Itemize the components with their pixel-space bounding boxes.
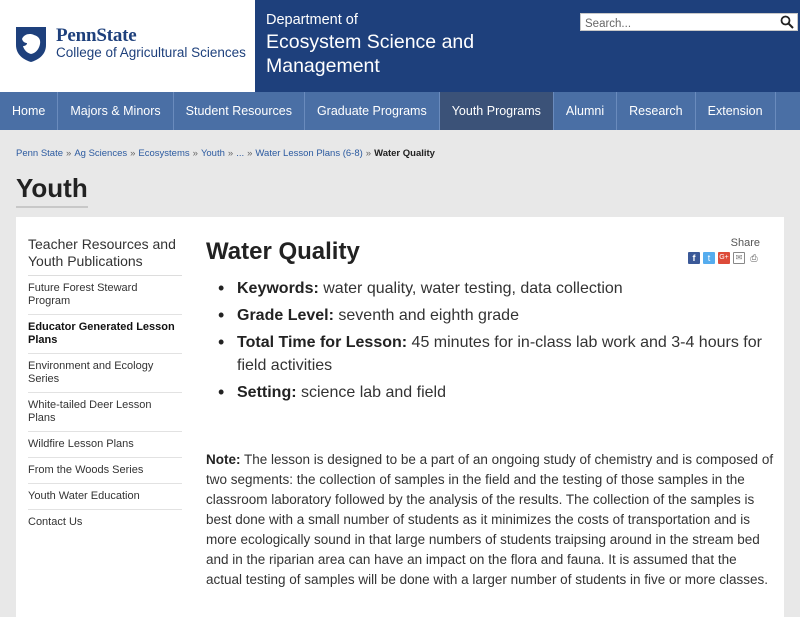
logo-wordmark: PennState <box>56 25 137 46</box>
sidebar-item-environment-ecology[interactable]: Environment and Ecology Series <box>28 360 182 393</box>
sidebar-item-youth-water[interactable]: Youth Water Education <box>28 490 182 510</box>
breadcrumb-link[interactable]: Ag Sciences <box>74 148 128 159</box>
search-icon[interactable] <box>780 15 794 29</box>
note-text: The lesson is designed to be a part of an ongoing study of chemistry and is composed of two segments: the collection of samples in the field and the testing of those samples in the classroom laboratory followed by the analysis of the results. The collection of the samples is best done with a small number of students as it minimizes the costs of transportation and is more ecologically sound in that large numbers of students traipsing around in the stream bed and in the riparian area can have an impact on the flora and fauna. It is assumed that the actual testing of samples will be done with a larger number of students in five or more classes. <box>206 452 774 587</box>
sidebar-item-white-tailed-deer[interactable]: White-tailed Deer Lesson Plans <box>28 399 182 432</box>
nav-graduate-programs[interactable]: Graduate Programs <box>305 92 440 130</box>
breadcrumb-current: Water Quality <box>374 148 435 159</box>
college-name: College of Agricultural Sciences <box>56 45 246 60</box>
breadcrumb-separator: » <box>66 148 72 159</box>
list-item <box>218 277 776 300</box>
lesson-facts-list <box>218 277 776 404</box>
share-box <box>688 237 760 264</box>
breadcrumb-ellipsis[interactable]: ... <box>236 148 245 159</box>
content-card <box>16 217 784 617</box>
page-title: Youth <box>16 173 88 208</box>
fact-value: water quality, water testing, data collection <box>323 280 623 297</box>
fact-key: Setting: <box>237 384 297 401</box>
nav-extension[interactable]: Extension <box>696 92 776 130</box>
sidebar-heading[interactable]: Teacher Resources and Youth Publications <box>28 236 182 276</box>
lesson-note <box>206 450 774 590</box>
sidebar-item-from-the-woods[interactable]: From the Woods Series <box>28 464 182 484</box>
nav-majors-minors[interactable]: Majors & Minors <box>58 92 173 130</box>
share-icons <box>688 252 760 264</box>
breadcrumb-separator: » <box>130 148 136 159</box>
search-input[interactable] <box>581 16 775 32</box>
list-item <box>218 331 776 377</box>
list-item <box>218 381 776 404</box>
print-icon[interactable]: ⎙ <box>748 252 760 264</box>
list-item <box>218 304 776 327</box>
breadcrumb-separator: » <box>247 148 253 159</box>
nav-research[interactable]: Research <box>617 92 696 130</box>
sidebar-item-wildfire[interactable]: Wildfire Lesson Plans <box>28 438 182 458</box>
site-header <box>0 0 800 92</box>
google-plus-icon[interactable]: G+ <box>718 252 730 264</box>
nav-home[interactable]: Home <box>0 92 58 130</box>
fact-value: science lab and field <box>301 384 446 401</box>
article-title: Water Quality <box>206 238 360 265</box>
psu-logo-link[interactable] <box>0 0 255 92</box>
fact-key: Grade Level: <box>237 307 334 324</box>
sidebar <box>28 236 182 541</box>
breadcrumb-link[interactable]: Penn State <box>16 148 64 159</box>
sidebar-item-future-forest-steward[interactable]: Future Forest Steward Program <box>28 282 182 315</box>
twitter-icon[interactable]: t <box>703 252 715 264</box>
sidebar-item-contact-us[interactable]: Contact Us <box>28 516 83 528</box>
department-name[interactable]: Ecosystem Science and Management <box>266 31 475 77</box>
main-content <box>206 237 776 408</box>
nav-alumni[interactable]: Alumni <box>554 92 617 130</box>
nav-student-resources[interactable]: Student Resources <box>174 92 305 130</box>
breadcrumb-link[interactable]: Youth <box>200 148 225 159</box>
breadcrumb <box>16 148 435 159</box>
main-nav <box>0 92 800 130</box>
fact-key: Keywords: <box>237 280 319 297</box>
breadcrumb-separator: » <box>227 148 234 159</box>
breadcrumb-link[interactable]: Ecosystems <box>138 148 190 159</box>
fact-key: Total Time for Lesson: <box>237 334 408 351</box>
breadcrumb-separator: » <box>365 148 372 159</box>
sidebar-item-educator-lesson-plans[interactable]: Educator Generated Lesson Plans <box>28 321 182 354</box>
breadcrumb-separator: » <box>192 148 198 159</box>
fact-value: 45 minutes for in-class lab work and 3-4 hours for field activities <box>237 334 762 374</box>
breadcrumb-link[interactable]: Water Lesson Plans (6-8) <box>255 148 363 159</box>
search-box <box>580 13 798 31</box>
note-label: Note: <box>206 452 241 467</box>
nav-youth-programs[interactable]: Youth Programs <box>440 92 554 130</box>
email-icon[interactable]: ✉ <box>733 252 745 264</box>
share-label: Share <box>730 237 760 249</box>
facebook-icon[interactable]: f <box>688 252 700 264</box>
nittany-lion-shield-icon <box>14 25 48 63</box>
fact-value: seventh and eighth grade <box>338 307 519 324</box>
department-label: Department of <box>266 12 358 28</box>
